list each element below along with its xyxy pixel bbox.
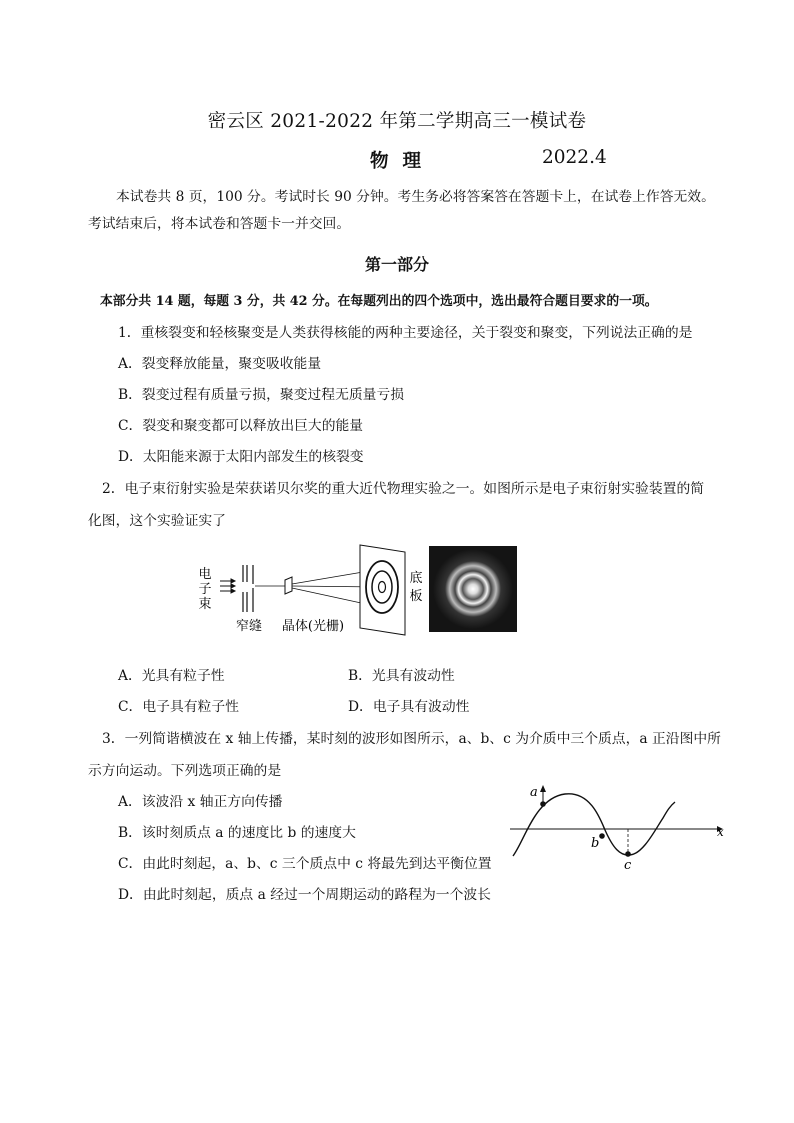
question-1-option-c: C．裂变和聚变都可以释放出巨大的能量 [118, 418, 364, 434]
question-1-option-d: D．太阳能来源于太阳内部发生的核裂变 [118, 449, 364, 465]
question-2-stem-line2: 化图，这个实验证实了 [88, 513, 226, 529]
question-3-option-c: C．由此时刻起，a、b、c 三个质点中 c 将最先到达平衡位置 [118, 856, 492, 872]
question-3-stem-line1: 3．一列简谐横波在 x 轴上传播，某时刻的波形如图所示，a、b、c 为介质中三个质点，a 正沿图中所 [102, 731, 721, 747]
subject-name: 物理 [370, 151, 436, 172]
question-2-option-c: C．电子具有粒子性 [118, 699, 239, 715]
electron-beam-label-1: 电 [198, 567, 212, 582]
part-instructions: 本部分共 14 题，每题 3 分，共 42 分。在每题列出的四个选项中，选出最符合题目要求的一项。 [100, 294, 658, 309]
electron-beam-arrows [220, 579, 235, 593]
crystal-label: 晶体(光栅) [281, 619, 345, 634]
slit-label: 窄缝 [235, 619, 263, 634]
exam-title: 密云区 2021-2022 年第二学期高三一模试卷 [207, 111, 587, 132]
question-2-option-a: A．光具有粒子性 [118, 668, 225, 684]
crystal-shape [285, 577, 292, 594]
diffraction-pattern-photo [429, 546, 517, 632]
wave-diagram [505, 778, 730, 873]
question-2-option-b: B．光具有波动性 [348, 668, 455, 684]
electron-beam-label-2: 子 [198, 582, 212, 597]
question-1-option-b: B．裂变过程有质量亏损，聚变过程无质量亏损 [118, 387, 405, 403]
exam-date: 2022.4 [542, 147, 607, 168]
question-1-stem: 1．重核裂变和轻核聚变是人类获得核能的两种主要途径，关于裂变和聚变，下列说法正确的是 [118, 325, 693, 341]
question-3-option-a: A．该波沿 x 轴正方向传播 [118, 794, 283, 810]
question-3-option-d: D．由此时刻起，质点 a 经过一个周期运动的路程为一个波长 [118, 887, 491, 903]
point-a [540, 801, 546, 807]
question-2-option-d: D．电子具有波动性 [348, 699, 470, 715]
plate-label-1: 底 [409, 571, 423, 586]
point-b [599, 833, 605, 839]
slit-shape [243, 565, 253, 612]
electron-beam-label-3: 束 [198, 597, 212, 612]
label-x: x [717, 825, 724, 839]
part-title: 第一部分 [364, 255, 429, 274]
label-a: a [530, 785, 538, 800]
question-3-option-b: B．该时刻质点 a 的速度比 b 的速度大 [118, 825, 356, 841]
point-c [625, 851, 631, 857]
question-2-stem-line1: 2．电子束衍射实验是荣获诺贝尔奖的重大近代物理实验之一。如图所示是电子束衍射实验装置的简 [102, 481, 705, 497]
question-1-option-a: A．裂变释放能量，聚变吸收能量 [118, 356, 322, 372]
exam-intro: 本试卷共 8 页，100 分。考试时长 90 分钟。考生务必将答案答在答题卡上，在试卷上作答无效。考试结束后，将本试卷和答题卡一并交回。 [88, 189, 715, 232]
label-c: c [624, 858, 632, 873]
question-3-stem-line2: 示方向运动。下列选项正确的是 [88, 763, 282, 779]
label-b: b [591, 836, 600, 851]
velocity-arrow-head [540, 785, 546, 792]
plate-label-2: 板 [409, 589, 423, 604]
